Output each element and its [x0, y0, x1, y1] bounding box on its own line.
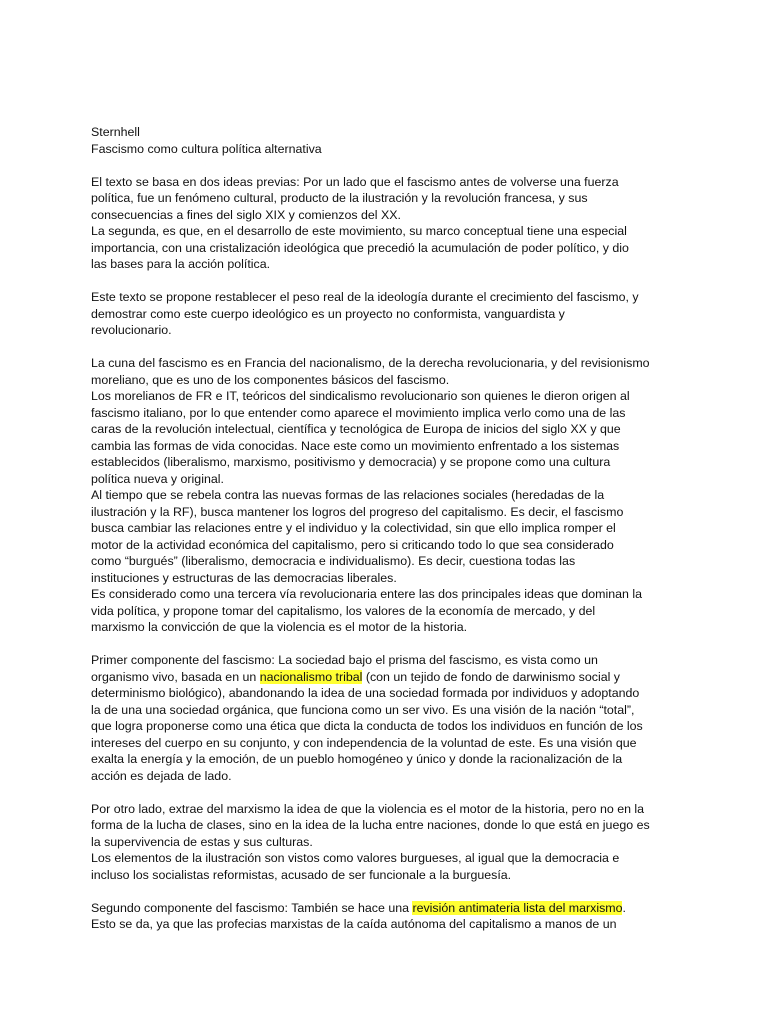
text-line: como “burgués” (liberalismo, democracia e individualismo). Es decir, cuestiona todas las	[91, 554, 576, 568]
document-title: Fascismo como cultura política alternativa	[91, 141, 322, 156]
text-line: marxismo la convicción de que la violencia es el motor de la historia.	[91, 620, 468, 634]
text-line: establecidos (liberalismo, marxismo, positivismo y democracia) y se propone como una cultura	[91, 455, 611, 469]
text-line: la de una una sociedad orgánica, que funciona como un ser vivo. Es una visión de la nación “total”,	[91, 702, 635, 717]
paragraph-gap	[91, 636, 691, 653]
text-line: ilustración y la RF), busca mantener los logros del progreso del capitalismo. Es decir, el fascismo	[91, 504, 624, 519]
text-line: Esto se da, ya que las profecias marxistas de la caída autónoma del capitalismo a manos de un	[91, 917, 617, 931]
text-line: vida política, y propone tomar del capitalismo, los valores de la economía de mercado, y del	[91, 603, 596, 618]
text-line: revolucionario.	[91, 323, 172, 337]
text-line: intereses del cuerpo en su conjunto, y con independencia de la voluntad de este. Es una visión que	[91, 735, 637, 750]
text-line: política, fue un fenómeno cultural, producto de la ilustración y la revolución francesa, y sus	[91, 191, 588, 205]
text-line: política nueva y original.	[91, 471, 224, 486]
text-line: que logra proponerse como una ética que dicta la conducta de todos los individuos en función de los	[91, 719, 643, 733]
text-line: Es considerado como una tercera vía revolucionaria entere las dos principales ideas que dominan la	[91, 587, 643, 601]
paragraph-gap	[91, 157, 691, 174]
text-line: acción es dejada de lado.	[91, 768, 232, 783]
document-author: Sternhell	[91, 125, 140, 139]
text-line: exalta la energía y la emoción, de un pueblo homogéneo y único y donde la racionalización de la	[91, 752, 623, 766]
text-line: Primer componente del fascismo: La sociedad bajo el prisma del fascismo, es vista como un	[91, 653, 598, 667]
paragraph-6	[91, 900, 691, 933]
text-line: instituciones y estructuras de las democracias liberales.	[91, 570, 397, 585]
paragraph-gap	[91, 883, 691, 900]
document-page	[91, 124, 691, 933]
text-line: demostrar como este cuerpo ideológico es un proyecto no conformista, vanguardista y	[91, 306, 565, 321]
text-line: importancia, con una cristalización ideológica que precedió la acumulación de poder político, y dio	[91, 240, 629, 255]
text-segment: organismo vivo, basada en un	[91, 669, 260, 684]
paragraph-5	[91, 801, 691, 884]
text-line: incluso los socialistas reformistas, acusado de ser funcionale a la burguesía.	[91, 867, 512, 882]
highlighted-text: revisión antimateria lista del marxismo	[412, 900, 623, 915]
text-line: determinismo biológico), abandonando la idea de una sociedad formada por individuos y adoptando	[91, 686, 640, 700]
paragraph-gap	[91, 339, 691, 356]
text-line-with-highlight	[91, 900, 691, 917]
paragraph-3	[91, 355, 691, 636]
text-line: fascismo italiano, por lo que entender como aparece el movimiento implica verlo como una de las	[91, 405, 626, 420]
text-line: motor de la actividad económica del capitalismo, pero si criticando todo lo que sea considerado	[91, 537, 614, 552]
text-line: cambia las formas de vida conocidas. Nace este como un movimiento enfrentado a los sistemas	[91, 438, 620, 453]
text-line: caras de la revolución intelectual, científica y tecnológica de Europa de inicios del siglo XX y que	[91, 422, 621, 436]
text-line: Los elementos de la ilustración son vistos como valores burgueses, al igual que la democracia e	[91, 851, 620, 865]
text-line: consecuencias a fines del siglo XIX y comienzos del XX.	[91, 207, 401, 222]
text-line: La segunda, es que, en el desarrollo de este movimiento, su marco conceptual tiene una especial	[91, 224, 627, 238]
paragraph-1	[91, 174, 691, 273]
text-line: Por otro lado, extrae del marxismo la idea de que la violencia es el motor de la historia, pero no en la	[91, 801, 645, 816]
paragraph-4	[91, 652, 691, 784]
text-line: La cuna del fascismo es en Francia del nacionalismo, de la derecha revolucionaria, y del revisionismo	[91, 356, 650, 370]
text-line: El texto se basa en dos ideas previas: Por un lado que el fascismo antes de volverse una fuerza	[91, 174, 619, 189]
paragraph-2	[91, 289, 691, 339]
text-line: forma de la lucha de clases, sino en la idea de la lucha entre naciones, donde lo que está en juego es	[91, 818, 650, 832]
text-line: la supervivencia de estas y sus culturas.	[91, 834, 313, 849]
text-line: Los morelianos de FR e IT, teóricos del sindicalismo revolucionario son quienes le dieron origen al	[91, 389, 630, 403]
text-line-with-highlight	[91, 669, 691, 686]
text-segment: (con un tejido de fondo de darwinismo social y	[362, 669, 620, 684]
text-segment: Segundo componente del fascismo: También se hace una	[91, 900, 413, 915]
text-line: Este texto se propone restablecer el peso real de la ideología durante el crecimiento del fascismo, y	[91, 290, 639, 304]
paragraph-gap	[91, 273, 691, 290]
paragraph-gap	[91, 784, 691, 801]
text-line: busca cambiar las relaciones entre y el individuo y la colectividad, sin que ello implica romper el	[91, 521, 616, 535]
text-line: moreliano, que es uno de los componentes básicos del fascismo.	[91, 372, 450, 387]
text-line: Al tiempo que se rebela contra las nuevas formas de las relaciones sociales (heredadas de la	[91, 488, 605, 502]
text-segment: .	[622, 900, 626, 915]
highlighted-text: nacionalismo tribal	[259, 669, 363, 684]
text-line: las bases para la acción política.	[91, 257, 271, 271]
